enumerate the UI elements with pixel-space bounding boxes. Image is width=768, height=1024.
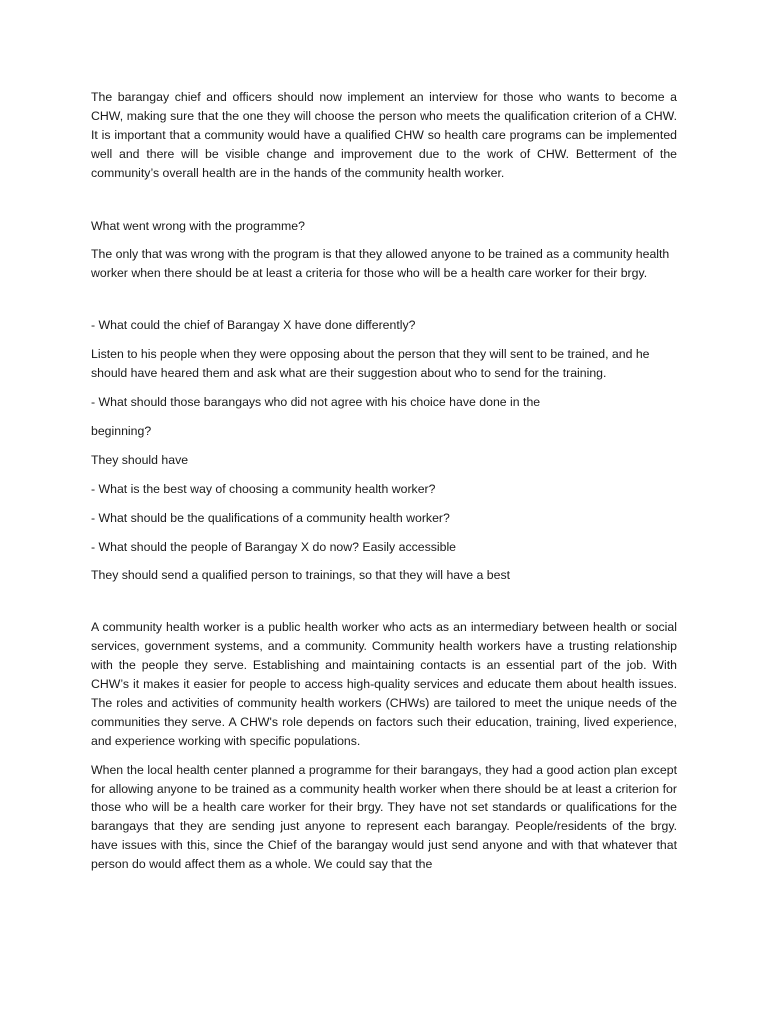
- question-chief-differently: - What could the chief of Barangay X have done differently?: [91, 318, 416, 333]
- question-what-went-wrong: What went wrong with the programme?: [91, 218, 305, 233]
- question-barangays-disagree: - What should those barangays who did not agree with his choice have done in the: [91, 394, 541, 409]
- answer-they-should-have: They should have: [91, 452, 189, 467]
- answer-chief-differently: Listen to his people when they were opposing about the person that they will sent to be trained, and he should have heared them and ask what are their suggestion about who to send for the training.: [91, 347, 650, 381]
- paragraph-chw-definition: A community health worker is a public health worker who acts as an intermediary between health or social services, government systems, and a community. Community health workers have a trusting relationship with the people they serve. Establishing and maintaining contacts is an essential part of the job. With CHW’s it makes it easier for people to access high-quality services and educate them about health issues. The roles and activities of community health workers (CHWs) are tailored to meet the unique needs of the communities they serve. A CHW's role depends on factors such their education, training, lived experience, and experience working with specific populations.: [91, 620, 677, 748]
- answer-what-went-wrong: The only that was wrong with the program is that they allowed anyone to be trained as a community health worker when there should be at least a criteria for those who will be a health care worker for their brgy.: [91, 247, 670, 281]
- paragraph-chw-interview: The barangay chief and officers should now implement an interview for those who wants to become a CHW, making sure that the one they will choose the person who meets the qualification criterion of a CHW. It is important that a community would have a qualified CHW so health care programs can be implemented well and there will be visible change and improvement due to the work of CHW. Betterment of the community’s overall health are in the hands of the community health worker.: [91, 90, 677, 180]
- question-best-way-choosing: - What is the best way of choosing a community health worker?: [91, 481, 436, 496]
- answer-send-qualified-person: They should send a qualified person to trainings, so that they will have a best: [91, 568, 511, 583]
- question-people-do-now: - What should the people of Barangay X do now? Easily accessible: [91, 539, 457, 554]
- question-barangays-disagree-continued: beginning?: [91, 423, 152, 438]
- question-qualifications: - What should be the qualifications of a community health worker?: [91, 510, 450, 525]
- paragraph-local-health-center: When the local health center planned a programme for their barangays, they had a good action plan except for allowing anyone to be trained as a community health worker when there should be at least a criterion for those who will be a health care worker for their brgy. They have not set standards or qualifications for the barangays that they are sending just anyone to represent each barangay. People/residents of the brgy. have issues with this, since the Chief of the barangay would just send anyone and with that whatever that person do would affect them as a whole. We could say that the: [91, 762, 677, 872]
- document-body: [91, 88, 677, 874]
